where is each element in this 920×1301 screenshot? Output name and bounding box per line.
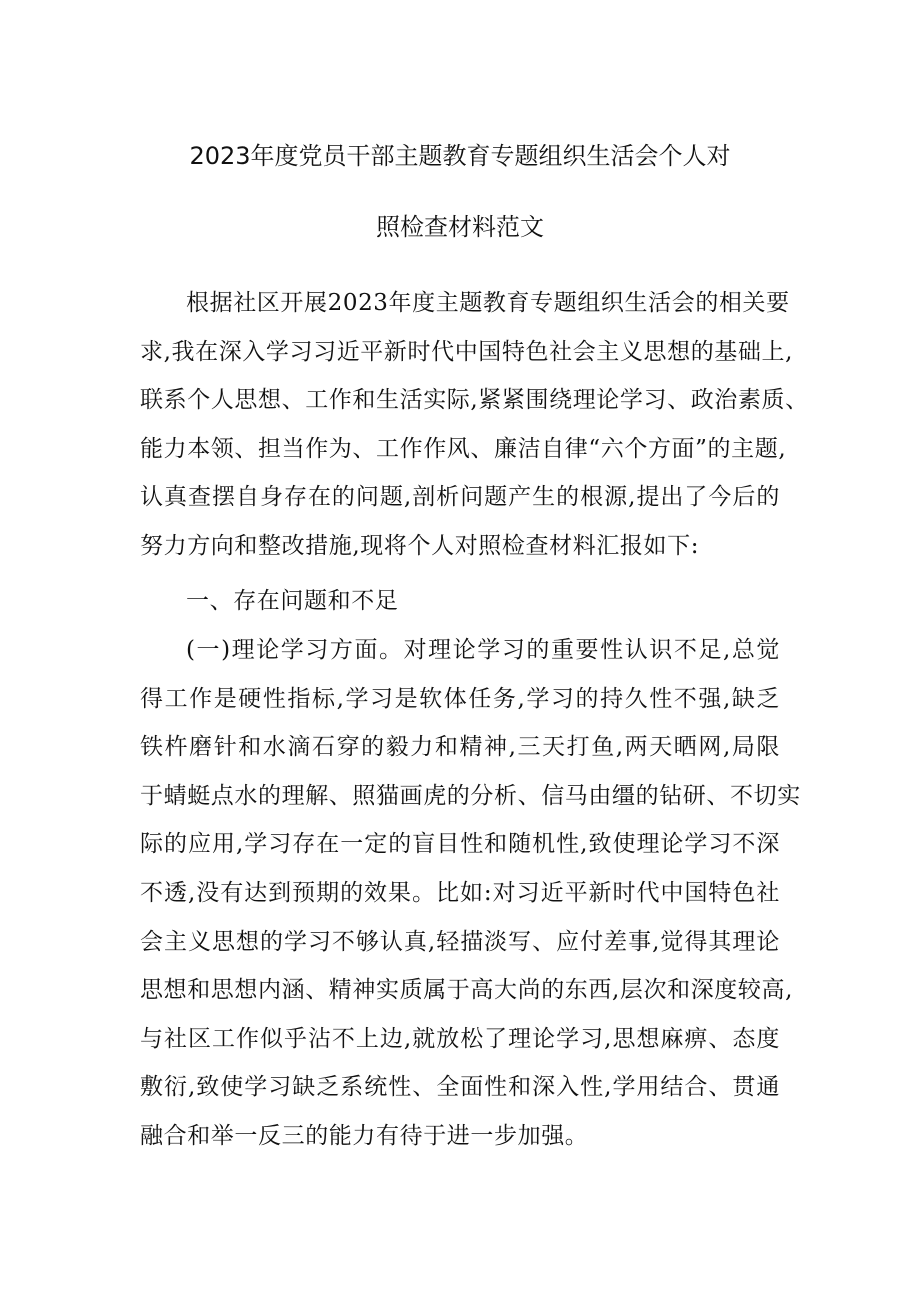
- paragraph-line: 认真查摆自身存在的问题,剖析问题产生的根源,提出了今后的: [140, 484, 780, 511]
- paragraph-line: 融合和举一反三的能力有待于进一步加强。: [140, 1122, 589, 1149]
- paragraph-line: 得工作是硬性指标,学习是软体任务,学习的持久性不强,缺乏: [140, 685, 780, 712]
- section-heading: [140, 577, 780, 626]
- document-title-line-1: 2023年度党员干部主题教育专题组织生活会个人对: [189, 142, 731, 170]
- paragraph-line: 与社区工作似乎沾不上边,就放松了理论学习,思想麻痹、态度: [140, 1025, 780, 1052]
- paragraph-line: 会主义思想的学习不够认真,轻描淡写、应付差事,觉得其理论: [140, 928, 780, 955]
- paragraph-line: 根据社区开展2023年度主题教育专题组织生活会的相关要: [186, 290, 790, 316]
- paragraph-line: 努力方向和整改措施,现将个人对照检查材料汇报如下:: [140, 532, 700, 559]
- document-title-line-2: 照检查材料范文: [376, 213, 544, 241]
- paragraph-line: 联系个人思想、工作和生活实际,紧紧围绕理论学习、政治素质、: [140, 387, 809, 414]
- paragraph-line: 思想和思想内涵、精神实质属于高大尚的东西,层次和深度较高,: [140, 977, 794, 1004]
- intro-paragraph: [140, 279, 809, 571]
- paragraph-line: 敷衍,致使学习缺乏系统性、全面性和深入性,学用结合、贯通: [140, 1074, 780, 1101]
- theory-study-paragraph: [140, 626, 801, 1161]
- paragraph-line: 能力本领、担当作为、工作作风、廉洁自律“六个方面”的主题,: [140, 435, 787, 462]
- paragraph-line: 不透,没有达到预期的效果。比如:对习近平新时代中国特色社: [140, 879, 780, 906]
- paragraph-line: 求,我在深入学习习近平新时代中国特色社会主义思想的基础上,: [140, 338, 794, 365]
- paragraph-line: 于蜻蜓点水的理解、照猫画虎的分析、信马由缰的钻研、不切实: [140, 782, 801, 809]
- paragraph-line: (一)理论学习方面。对理论学习的重要性认识不足,总觉: [186, 637, 780, 663]
- paragraph-line: 铁杵磨针和水滴石穿的毅力和精神,三天打鱼,两天晒网,局限: [140, 734, 780, 761]
- paragraph-line: 际的应用,学习存在一定的盲目性和随机性,致使理论学习不深: [140, 831, 780, 858]
- section-heading-text: 一、存在问题和不足: [186, 588, 399, 614]
